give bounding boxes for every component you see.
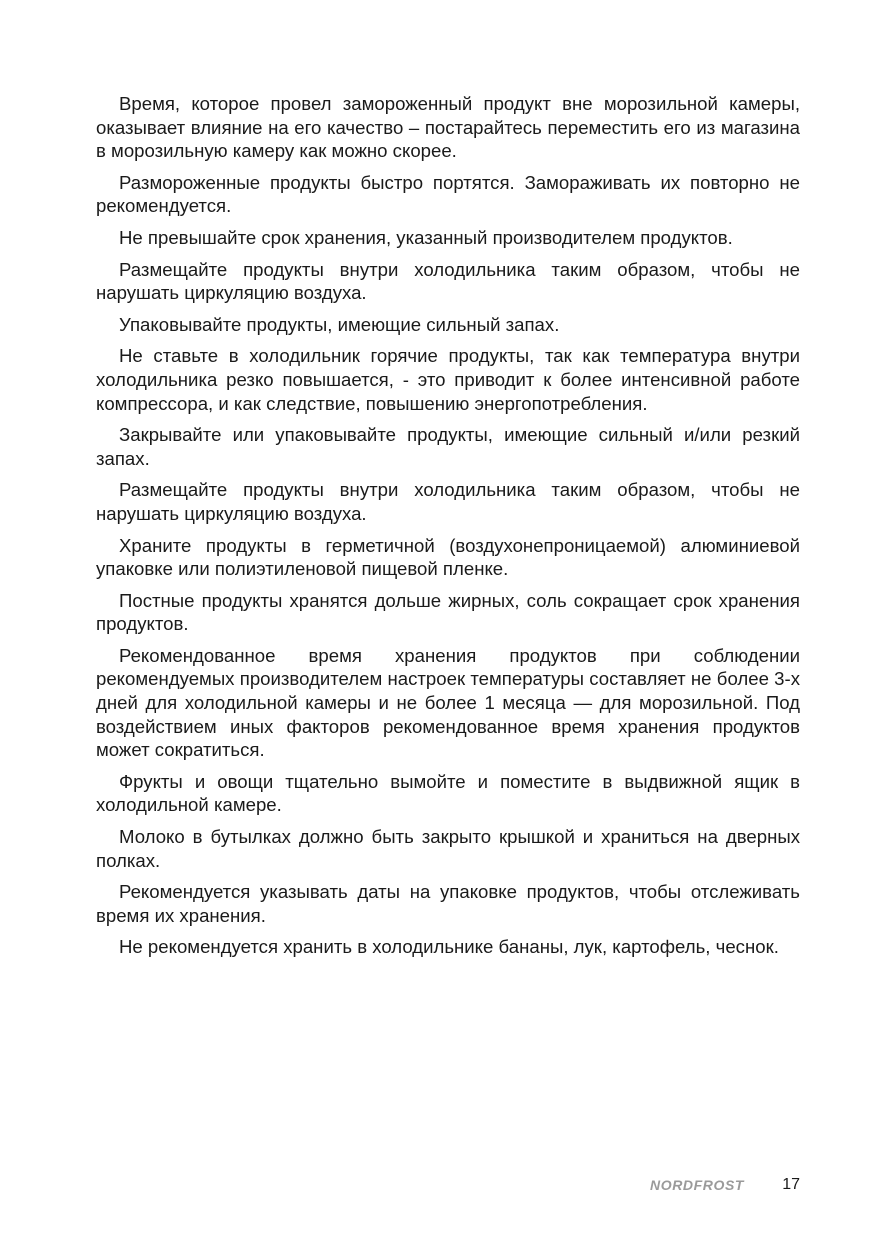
- body-text: [96, 92, 800, 967]
- page-number: 17: [782, 1176, 800, 1193]
- paragraph-3: Не превышайте срок хранения, указанный производителем продуктов.: [119, 226, 733, 248]
- paragraph-12: Фрукты и овощи тщательно вымойте и поместите в выдвижной ящик в холодильной камере.: [96, 770, 800, 816]
- paragraph-13: Молоко в бутылках должно быть закрыто крышкой и храниться на дверных полках.: [96, 826, 800, 871]
- paragraph-2: Размороженные продукты быстро портятся. Замораживать их повторно не рекомендуется.: [96, 171, 800, 217]
- paragraph-4: Размещайте продукты внутри холодильника таким образом, чтобы не нарушать циркуляцию воздуха.: [96, 258, 800, 304]
- paragraph-6: Не ставьте в холодильник горячие продукты, так как температура внутри холодильника резко повышается, - это приводит к более интенсивной работе компрессора, и как следствие, повышению энергопотребления.: [96, 345, 800, 414]
- paragraph-5: Упаковывайте продукты, имеющие сильный запах.: [119, 313, 560, 335]
- paragraph-11: Рекомендованное время хранения продуктов при соблюдении рекомендуемых производителем настроек температуры составляет не более 3-х дней для холодильной камеры и не более 1 месяца — для морозильной. Под воздействием иных факторов рекомендованное время хранения продуктов может сократиться.: [96, 644, 800, 761]
- paragraph-9: Храните продукты в герметичной (воздухонепроницаемой) алюминиевой упаковке или полиэтиленовой пищевой пленке.: [96, 534, 800, 580]
- paragraph-15: Не рекомендуется хранить в холодильнике бананы, лук, картофель, чеснок.: [119, 936, 779, 958]
- paragraph-1: Время, которое провел замороженный продукт вне морозильной камеры, оказывает влияние на его качество – постарайтесь переместить его из магазина в морозильную камеру как можно скорее.: [96, 93, 800, 162]
- paragraph-8: Размещайте продукты внутри холодильника таким образом, чтобы не нарушать циркуляцию воздуха.: [96, 479, 800, 524]
- paragraph-10: Постные продукты хранятся дольше жирных, соль сокращает срок хранения продуктов.: [96, 589, 800, 635]
- page-footer: [0, 1175, 896, 1197]
- paragraph-7: Закрывайте или упаковывайте продукты, имеющие сильный и/или резкий запах.: [96, 424, 800, 469]
- paragraph-14: Рекомендуется указывать даты на упаковке продуктов, чтобы отслеживать время их хранения.: [96, 881, 800, 926]
- brand-logo: NORDFROST: [650, 1177, 745, 1193]
